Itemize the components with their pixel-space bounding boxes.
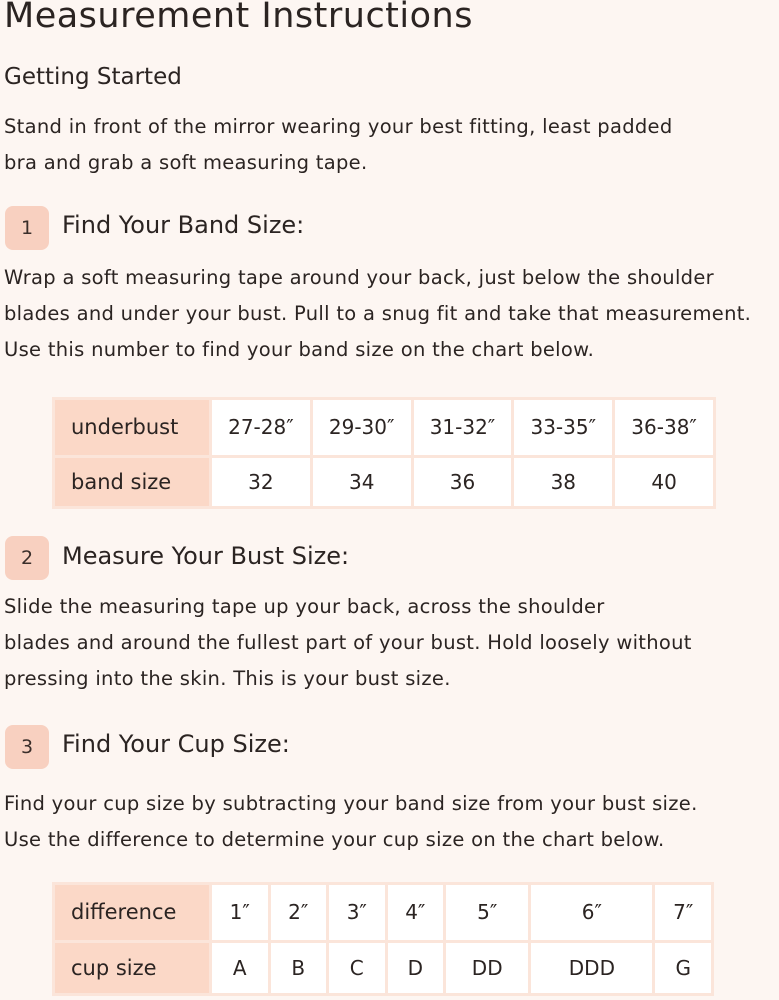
table-cell: 27-28″: [211, 399, 312, 457]
table-cell: 3″: [328, 884, 387, 942]
text-line: Find your cup size by subtracting your band size from your bust size.: [4, 792, 698, 815]
table-cell: DD: [445, 941, 530, 994]
table-cell: 33-35″: [513, 399, 614, 457]
table-cell: 29-30″: [311, 399, 412, 457]
cup-size-label: cup size: [54, 941, 211, 994]
text-line: Stand in front of the mirror wearing your best fitting, least padded: [4, 115, 673, 138]
table-cell: B: [269, 941, 328, 994]
band-size-label: band size: [54, 456, 211, 507]
step-3-text: [4, 786, 698, 858]
table-cell: D: [386, 941, 445, 994]
text-line: bra and grab a soft measuring tape.: [4, 151, 368, 174]
table-cell: 38: [513, 456, 614, 507]
underbust-label: underbust: [54, 399, 211, 457]
page-title: Measurement Instructions: [4, 0, 473, 36]
getting-started-heading: Getting Started: [4, 64, 182, 90]
table-cell: 32: [211, 456, 312, 507]
text-line: Use this number to find your band size on the chart below.: [4, 338, 595, 361]
step-1-badge: 1: [5, 206, 49, 250]
getting-started-text: [4, 109, 673, 181]
table-cell: 40: [614, 456, 715, 507]
band-size-chart: [52, 397, 716, 509]
text-line: Slide the measuring tape up your back, across the shoulder: [4, 595, 605, 618]
table-cell: 2″: [269, 884, 328, 942]
step-3-badge: 3: [5, 725, 49, 769]
table-cell: 5″: [445, 884, 530, 942]
step-3-title: Find Your Cup Size:: [62, 730, 290, 758]
difference-label: difference: [54, 884, 211, 942]
table-cell: 36-38″: [614, 399, 715, 457]
table-cell: 4″: [386, 884, 445, 942]
text-line: pressing into the skin. This is your bust size.: [4, 667, 451, 690]
step-2-text: [4, 589, 692, 697]
cup-size-chart: [52, 882, 714, 996]
table-cell: 34: [311, 456, 412, 507]
step-2-badge: 2: [5, 536, 49, 580]
step-1-text: [4, 260, 751, 368]
text-line: Use the difference to determine your cup size on the chart below.: [4, 828, 665, 851]
table-cell: 36: [412, 456, 513, 507]
table-cell: DDD: [530, 941, 654, 994]
table-cell: C: [328, 941, 387, 994]
table-cell: 31-32″: [412, 399, 513, 457]
text-line: blades and around the fullest part of your bust. Hold loosely without: [4, 631, 692, 654]
text-line: blades and under your bust. Pull to a snug fit and take that measurement.: [4, 302, 752, 325]
table-cell: 1″: [211, 884, 270, 942]
step-1-title: Find Your Band Size:: [62, 211, 305, 239]
table-cell: 7″: [654, 884, 713, 942]
step-2-title: Measure Your Bust Size:: [62, 542, 350, 570]
table-cell: 6″: [530, 884, 654, 942]
table-cell: A: [211, 941, 270, 994]
table-cell: G: [654, 941, 713, 994]
text-line: Wrap a soft measuring tape around your back, just below the shoulder: [4, 266, 714, 289]
